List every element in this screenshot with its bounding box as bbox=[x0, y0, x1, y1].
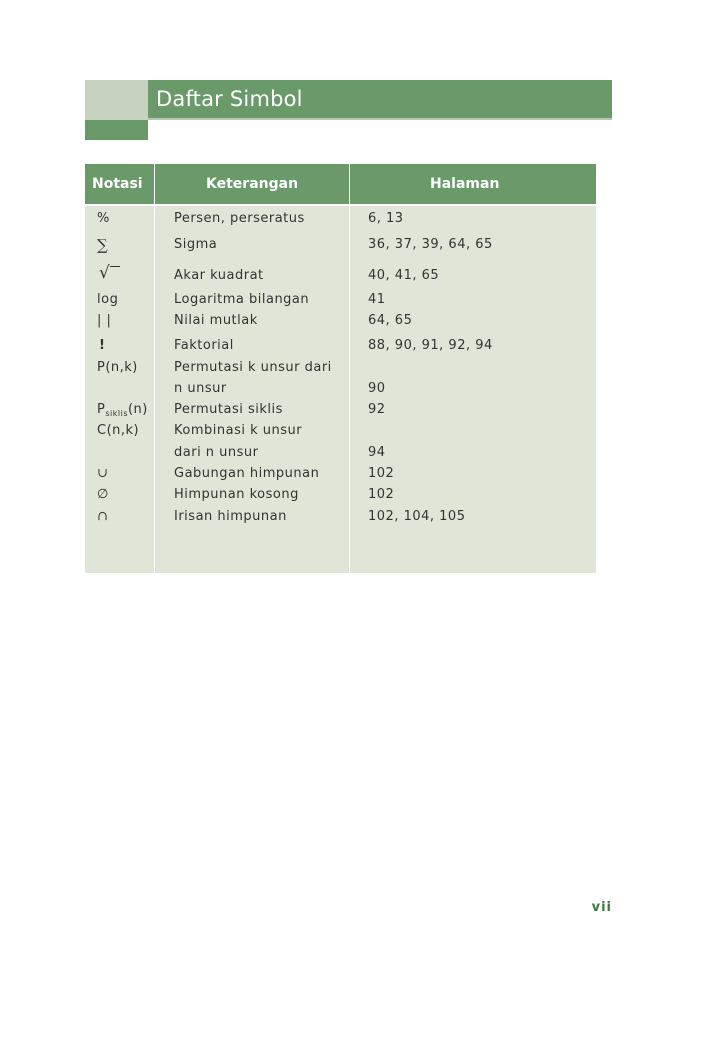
notasi-cyclic-permutation: $P_{siklis}(n)$ bbox=[97, 402, 148, 418]
page-number: vii bbox=[591, 900, 612, 915]
page-title: Daftar Simbol bbox=[156, 87, 303, 111]
keterangan-cell: Nilai mutlak bbox=[174, 313, 258, 328]
notasi-absolute: | | bbox=[97, 313, 112, 328]
keterangan-cell: Permutasi k unsur dari bbox=[174, 360, 332, 375]
keterangan-cell: Gabungan himpunan bbox=[174, 466, 320, 481]
notasi-empty-set: ∅ bbox=[97, 487, 109, 502]
notasi-intersection: ∩ bbox=[97, 509, 109, 524]
notasi-sigma: ∑ bbox=[97, 236, 109, 254]
column-divider bbox=[154, 164, 155, 573]
halaman-cell: 102, 104, 105 bbox=[368, 509, 466, 524]
notasi-factorial: ! bbox=[99, 338, 106, 353]
keterangan-cell: Himpunan kosong bbox=[174, 487, 299, 502]
keterangan-cell: Persen, perseratus bbox=[174, 211, 305, 226]
column-header-notasi: Notasi bbox=[92, 176, 143, 192]
notasi-percent: % bbox=[97, 211, 110, 226]
sqrt-icon: √ bbox=[99, 263, 111, 283]
halaman-cell: 41 bbox=[368, 292, 386, 307]
halaman-cell: 94 bbox=[368, 445, 386, 460]
header-underline bbox=[148, 118, 612, 120]
keterangan-cell: Irisan himpunan bbox=[174, 509, 287, 524]
keterangan-cell: n unsur bbox=[174, 381, 227, 396]
keterangan-cell: Permutasi siklis bbox=[174, 402, 283, 417]
symbol-table bbox=[85, 164, 596, 573]
halaman-cell: 88, 90, 91, 92, 94 bbox=[368, 338, 493, 353]
notasi-log: log bbox=[97, 292, 119, 307]
halaman-cell: 36, 37, 39, 64, 65 bbox=[368, 237, 493, 252]
halaman-cell: 90 bbox=[368, 381, 386, 396]
halaman-cell: 92 bbox=[368, 402, 386, 417]
notasi-union: ∪ bbox=[97, 466, 109, 481]
header-divider bbox=[85, 204, 596, 206]
column-header-halaman: Halaman bbox=[430, 176, 500, 192]
notasi-sqrt bbox=[99, 263, 120, 283]
keterangan-cell: dari n unsur bbox=[174, 445, 259, 460]
keterangan-cell: Logaritma bilangan bbox=[174, 292, 310, 307]
column-divider bbox=[349, 164, 350, 573]
halaman-cell: 6, 13 bbox=[368, 211, 404, 226]
halaman-cell: 102 bbox=[368, 466, 395, 481]
table-header bbox=[85, 164, 596, 204]
keterangan-cell: Kombinasi k unsur bbox=[174, 423, 303, 438]
keterangan-cell: Akar kuadrat bbox=[174, 268, 264, 283]
header-accent-square bbox=[85, 120, 148, 140]
halaman-cell: 64, 65 bbox=[368, 313, 413, 328]
halaman-cell: 102 bbox=[368, 487, 395, 502]
keterangan-cell: Faktorial bbox=[174, 338, 234, 353]
notasi-combination: C(n,k) bbox=[97, 423, 140, 438]
keterangan-cell: Sigma bbox=[174, 237, 218, 252]
halaman-cell: 40, 41, 65 bbox=[368, 268, 440, 283]
notasi-permutation: P(n,k) bbox=[97, 360, 138, 375]
column-header-keterangan: Keterangan bbox=[206, 176, 299, 192]
header-accent-light bbox=[85, 80, 148, 120]
header-bar bbox=[148, 80, 612, 118]
